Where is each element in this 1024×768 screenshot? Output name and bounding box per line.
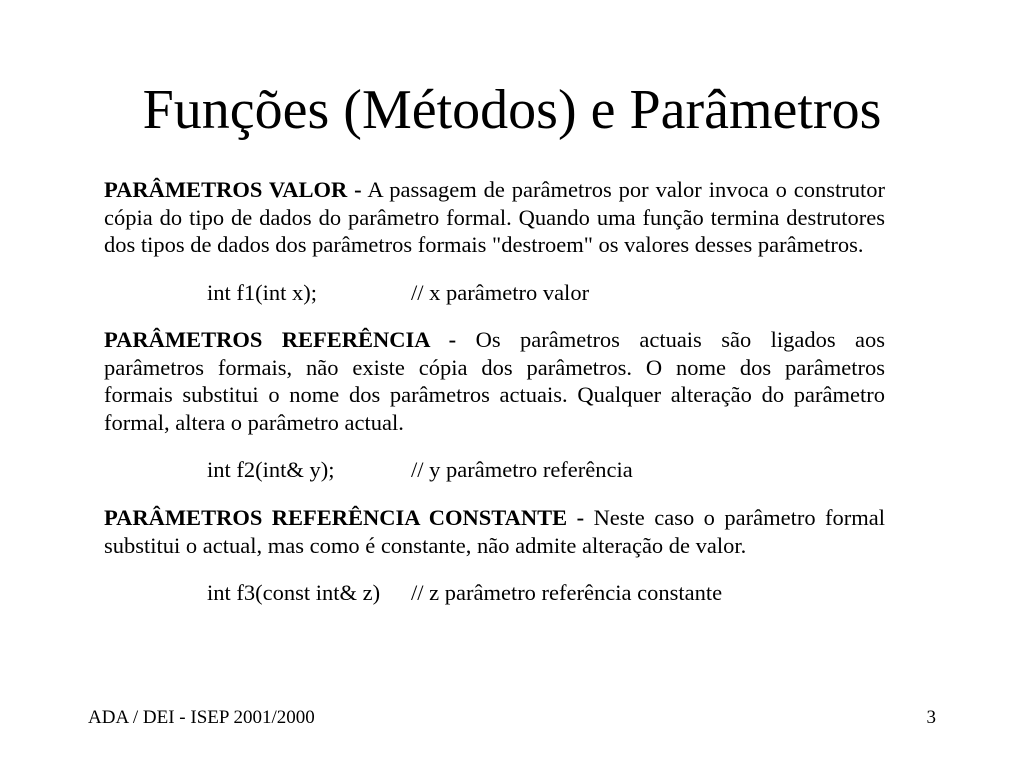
paragraph-parametros-valor	[104, 176, 885, 259]
term-label: PARÂMETROS REFERÊNCIA -	[104, 327, 457, 352]
code-comment: // x parâmetro valor	[411, 280, 590, 305]
code-example-f3	[0, 579, 1024, 607]
paragraph-line: parâmetros formais, não existe cópia dos parâmetros. O nome dos parâmetros	[104, 354, 885, 380]
slide-title: Funções (Métodos) e Parâmetros	[142, 79, 882, 141]
paragraph-line	[104, 176, 885, 204]
paragraph-line: formal, altera o parâmetro actual.	[104, 409, 404, 435]
line-text: Os parâmetros actuais são ligados aos	[475, 327, 885, 352]
paragraph-line: formais substitui o nome dos parâmetros actuais. Qualquer alteração do parâmetro	[104, 382, 885, 407]
term-label: PARÂMETROS REFERÊNCIA CONSTANTE -	[104, 505, 585, 530]
code-comment: // z parâmetro referência constante	[411, 580, 723, 605]
code-declaration: int f1(int x);	[207, 280, 317, 305]
paragraph-line	[104, 504, 885, 532]
paragraph-parametros-referencia-constante	[104, 504, 885, 559]
line-text: Neste caso o parâmetro formal	[593, 505, 886, 530]
term-label: PARÂMETROS VALOR -	[104, 177, 362, 202]
code-example-f1	[0, 279, 1024, 307]
code-declaration: int f2(int& y);	[207, 457, 335, 482]
page-number: 3	[926, 707, 936, 728]
paragraph-line: cópia do tipo de dados do parâmetro formal. Quando uma função termina destrutores	[104, 204, 885, 230]
paragraph-line	[104, 326, 885, 354]
footer-source: ADA / DEI - ISEP 2001/2000	[88, 707, 315, 728]
line-text: A passagem de parâmetros por valor invoca o construtor	[367, 177, 886, 202]
code-comment: // y parâmetro referência	[411, 457, 633, 482]
paragraph-line: dos tipos de dados dos parâmetros formais "destroem" os valores desses parâmetros.	[104, 232, 864, 257]
paragraph-line: substitui o actual, mas como é constante, não admite alteração de valor.	[104, 532, 747, 558]
code-example-f2	[0, 456, 1024, 484]
paragraph-parametros-referencia	[104, 326, 885, 436]
code-declaration: int f3(const int& z)	[207, 580, 381, 605]
